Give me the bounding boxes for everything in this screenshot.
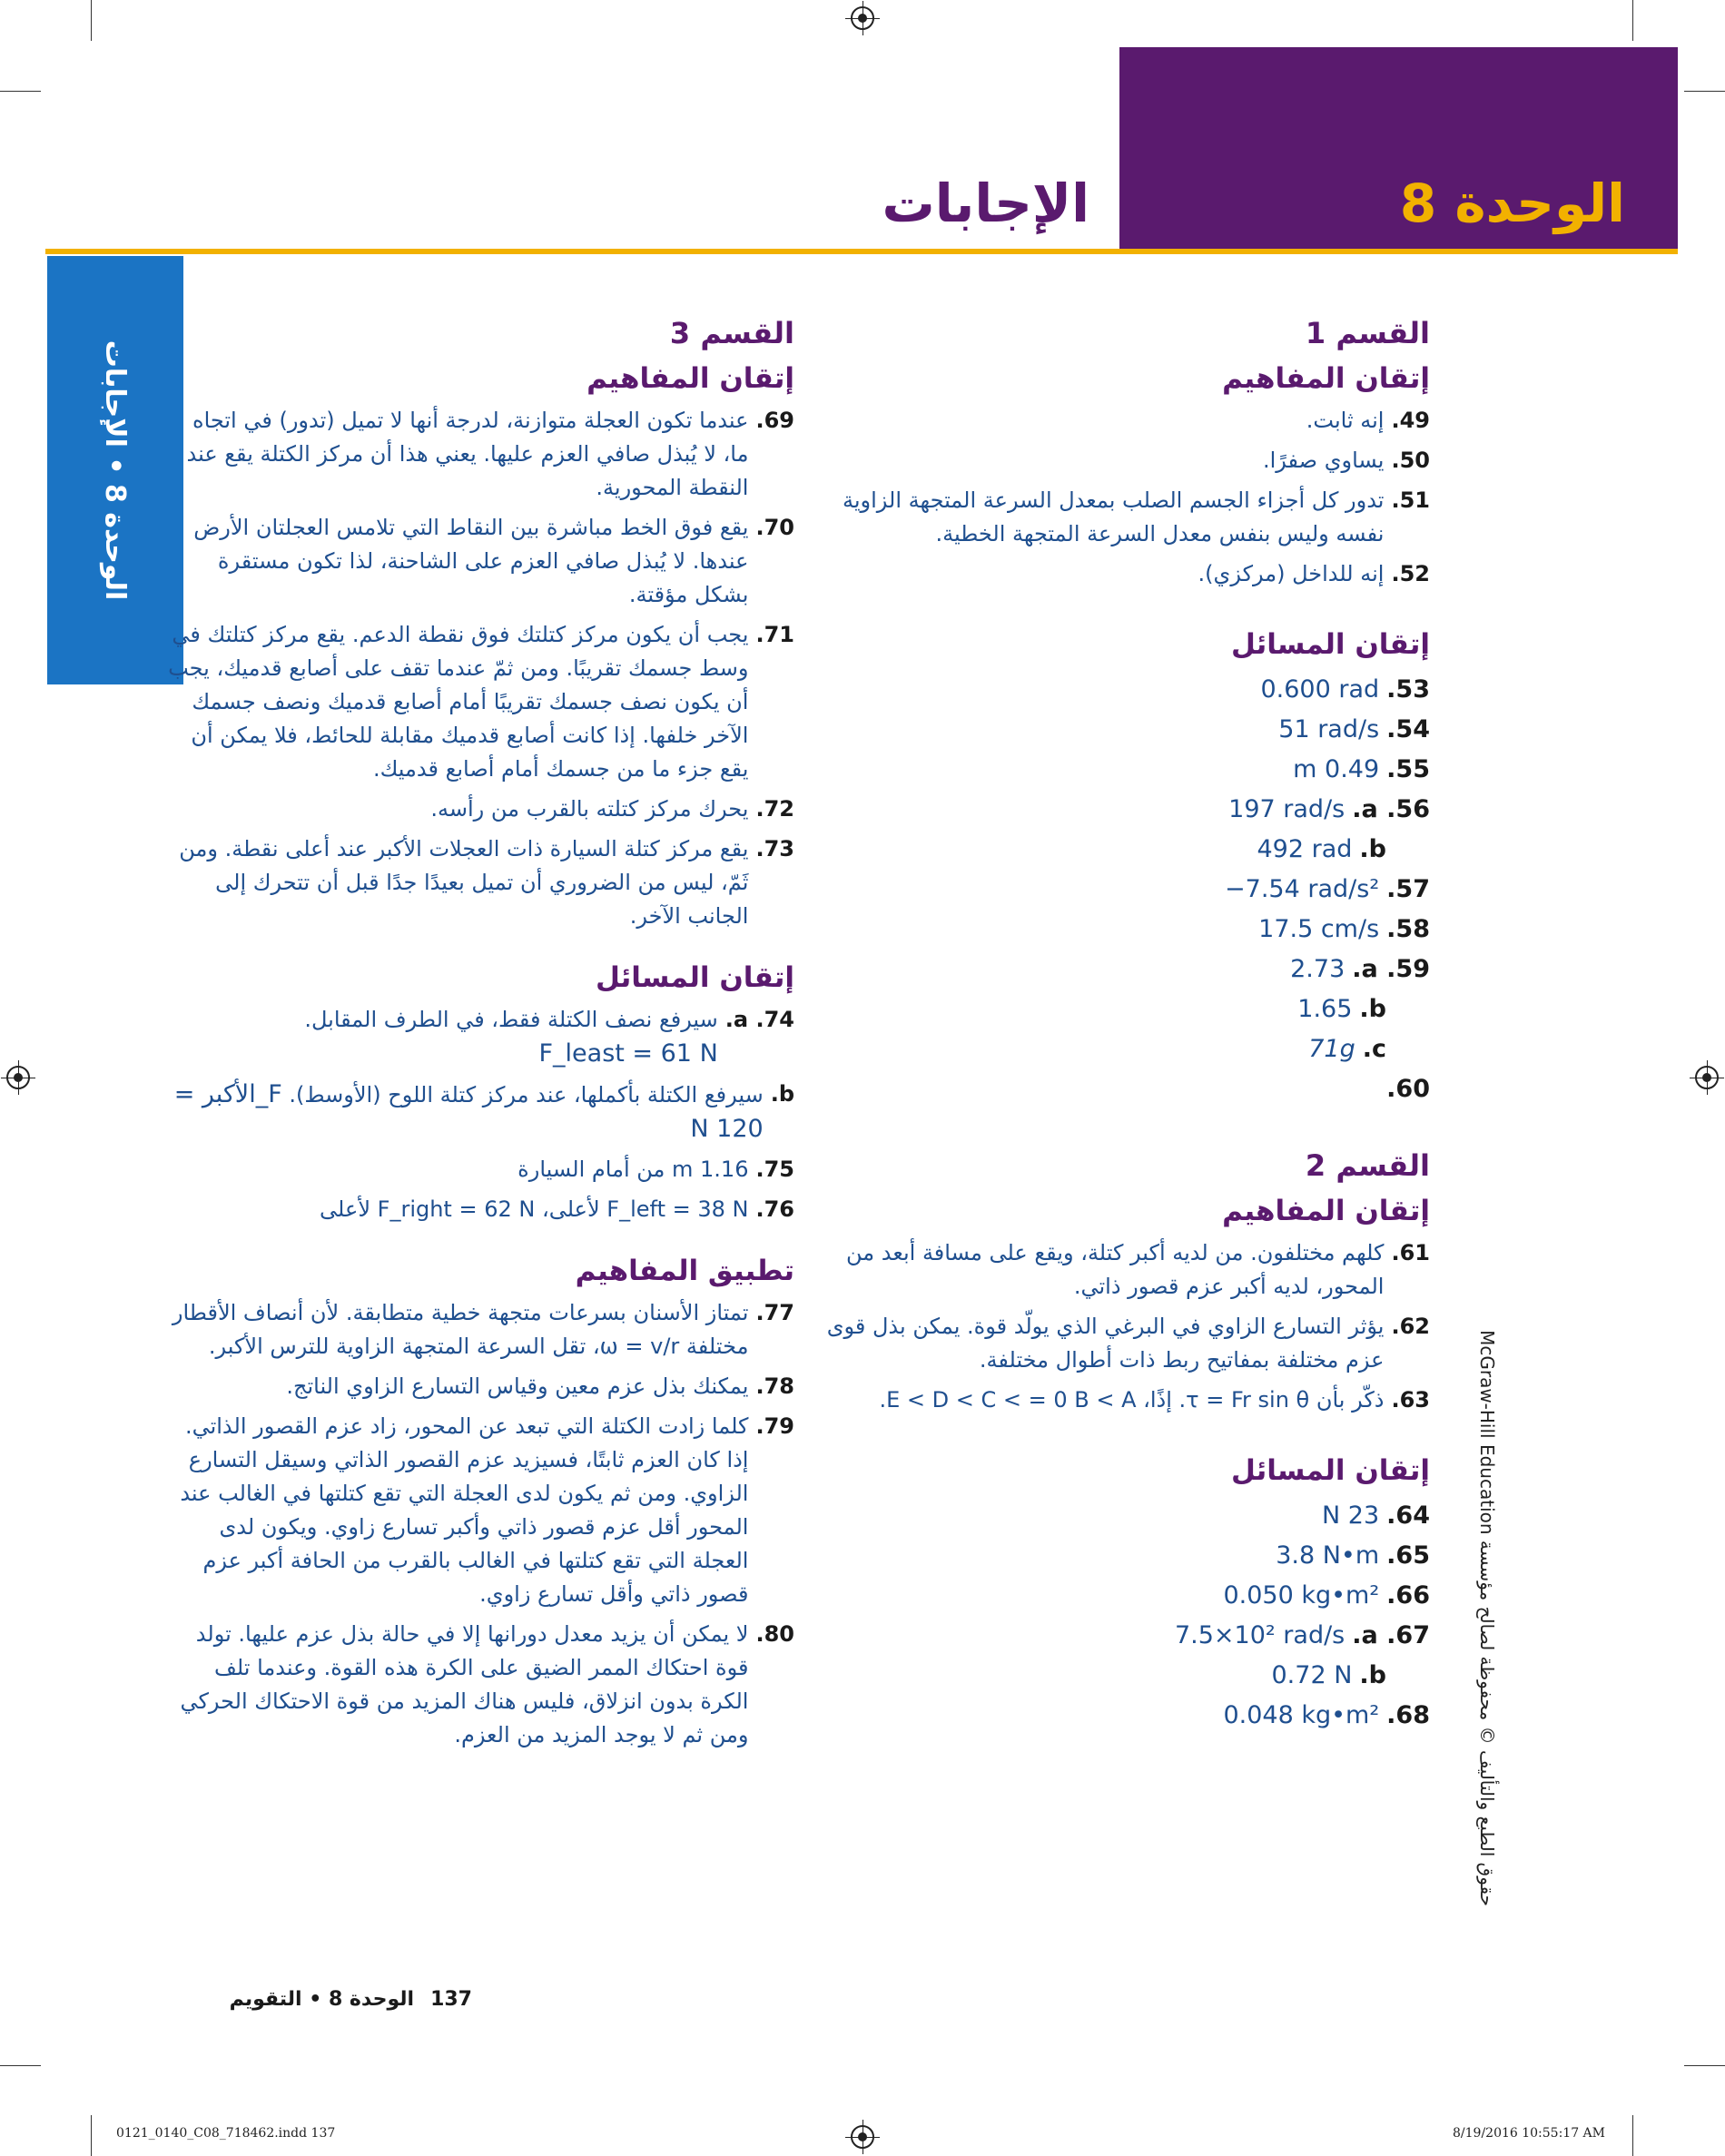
item-number: 71. (755, 622, 794, 647)
item-text: 17.5 cm/s (1258, 915, 1380, 943)
section-heading: القسم 2 (1305, 1148, 1430, 1183)
answer-item (163, 618, 794, 786)
answer-item (799, 1496, 1430, 1536)
answer-item (799, 670, 1430, 710)
header-rule (45, 249, 1678, 254)
answer-item (799, 1236, 1430, 1304)
item-text: إنه للداخل (مركزي). (1198, 561, 1385, 586)
item-number: 64. (1386, 1501, 1430, 1530)
answer-item (799, 557, 1430, 591)
item-text: يقع فوق الخط مباشرة بين النقاط التي تلامس العجلتان الأرض عندها. لا يُبذل صافي العزم على الشاحنة، لذا تكون مستقرة بشكل مؤقتة. (193, 515, 749, 607)
item-text: 1.16 m من أمام السيارة (518, 1157, 749, 1182)
answer-item (163, 1370, 794, 1403)
footer-label: الوحدة 8 • التقويم (229, 1988, 415, 2011)
item-text: تدور كل أجزاء الجسم الصلب بمعدل السرعة المتجهة الزاوية نفسه وليس بنفس معدل السرعة المتجهة الخطية. (842, 487, 1385, 546)
answer-item (799, 1696, 1430, 1736)
item-text: لا يمكن أن يزيد معدل دورانها إلا في حالة بذل عزم عليها. تولد قوة احتكاك الممر الضيق على الكرة هذه القوة. وعندما تلف الكرة بدون انزلاق، فليس هناك المزيد من قوة الاحتكاك الحركي ومن ثم لا يوجد المزيد من العزم. (180, 1621, 749, 1747)
answer-item (799, 484, 1430, 551)
formula: F_الأكبر = 120 N (173, 1080, 764, 1143)
answer-item (163, 1193, 794, 1226)
item-number: b. (770, 1081, 794, 1107)
item-number: 63. (1391, 1387, 1430, 1413)
item-number: 75. (755, 1157, 794, 1182)
item-number: 78. (755, 1373, 794, 1399)
answer-item (799, 1310, 1430, 1377)
crop-mark (0, 91, 41, 92)
crop-mark (0, 2065, 41, 2066)
item-number: 58. (1386, 915, 1430, 943)
answer-item (163, 1153, 794, 1186)
item-text: تمتاز الأسنان بسرعات متجهة خطية متطابقة. لأن أنصاف الأقطار مختلفة ω = v/r، تقل السرعة المتجهة الزاوية للترس الأكبر. (172, 1300, 749, 1359)
answer-item (163, 511, 794, 612)
answer-item (799, 1616, 1430, 1656)
item-text: عندما تكون العجلة متوازنة، لدرجة أنها لا تميل (تدور) في اتجاه ما، لا يُبذل صافي العزم عليها. يعني هذا أن مركز الكتلة يقع عند النقطة المحورية. (186, 408, 749, 500)
item-text: 197 rad/s (1228, 795, 1346, 823)
item-text: 1.65 (1297, 995, 1353, 1023)
answer-item (163, 793, 794, 826)
section-heading: القسم 1 (1305, 316, 1430, 350)
item-number: 77. (755, 1300, 794, 1325)
item-number: 74. a. (724, 1007, 794, 1032)
crop-mark (91, 0, 92, 41)
item-text: كلهم مختلفون. من لديه أكبر كتلة، ويقع على مسافة أبعد من المحور، لديه أكبر عزم قصور ذاتي. (846, 1240, 1385, 1299)
side-tab-label: الوحدة 8 • الإجابات (99, 340, 132, 601)
item-text: سيرفع الكتلة بأكملها، عند مركز كتلة اللوح (الأوسط). (289, 1082, 764, 1108)
crop-mark (1632, 0, 1633, 41)
item-number: 59. a. (1352, 955, 1430, 983)
item-text: يساوي صفرًا. (1263, 448, 1385, 473)
crop-mark (1632, 2115, 1633, 2156)
subheading: إتقان المسائل (1230, 628, 1430, 661)
item-number: 51. (1391, 487, 1430, 513)
answer-item (163, 832, 794, 933)
item-number: 80. (755, 1621, 794, 1647)
item-text: يمكنك بذل عزم معين وقياس التسارع الزاوي الناتج. (286, 1373, 749, 1399)
item-text: يؤثر التسارع الزاوي في البرغي الذي يولّد قوة. يمكن بذل قوى عزم مختلفة بمفاتيح ربط ذات أطوال مختلفة. (826, 1314, 1385, 1373)
crop-mark (1684, 2065, 1725, 2066)
item-text: يقع مركز كتلة السيارة ذات العجلات الأكبر عند أعلى نقطة. ومن ثَمّ، ليس من الضروري أن تميل بعيدًا جدًا قبل أن تتحرك إلى الجانب الآخر. (179, 836, 749, 929)
item-number: 79. (755, 1413, 794, 1439)
item-text: 0.050 kg•m² (1223, 1581, 1380, 1610)
section-heading: القسم 3 (669, 316, 794, 350)
registration-mark-icon (6, 1066, 30, 1089)
item-text: 0.048 kg•m² (1223, 1701, 1380, 1729)
item-number: 56. a. (1352, 795, 1430, 823)
answer-item (799, 870, 1430, 910)
answer-item (799, 1069, 1430, 1109)
item-number: 62. (1391, 1314, 1430, 1339)
item-text: 51 rad/s (1278, 715, 1380, 743)
item-text: 7.5×10² rad/s (1174, 1621, 1346, 1649)
subheading: تطبيق المفاهيم (575, 1255, 794, 1287)
item-number: 54. (1386, 715, 1430, 743)
item-text: كلما زادت الكتلة التي تبعد عن المحور، زاد عزم القصور الذاتي. إذا كان العزم ثابتًا، فسيزيد عزم القصور الذاتي وسيقل التسارع الزاوي. ومن ثم يكون لدى العجلة التي تقع كتلتها في الغالب عند المحور أقل عزم قصور ذاتي وأكبر تسارع زاوي. ويكون لدى العجلة التي تقع كتلتها في الغالب بالقرب من الحافة أكبر عزم قصور ذاتي وأقل تسارع زاوي. (180, 1413, 749, 1607)
item-number: 57. (1386, 875, 1430, 903)
answer-item (163, 1410, 794, 1611)
item-number: 52. (1391, 561, 1430, 586)
item-number: 73. (755, 836, 794, 861)
answer-item (799, 1536, 1430, 1576)
footer-date: 8/19/2016 10:55:17 AM (1453, 2126, 1606, 2141)
item-number: 61. (1391, 1240, 1430, 1265)
answer-item (799, 830, 1430, 870)
answer-item (799, 790, 1430, 830)
item-number: 49. (1391, 408, 1430, 433)
answer-item (799, 710, 1430, 750)
right-column (799, 313, 1430, 1736)
item-text: 2.73 (1290, 955, 1346, 983)
item-number: 69. (755, 408, 794, 433)
item-text: −7.54 rad/s² (1225, 875, 1380, 903)
answers-title: الإجابات (882, 172, 1089, 234)
crop-mark (91, 2115, 92, 2156)
item-text: إنه ثابت. (1306, 408, 1385, 433)
answer-item (163, 404, 794, 505)
registration-mark-icon (1695, 1066, 1719, 1089)
answer-item (799, 444, 1430, 477)
unit-title: الوحدة 8 (1399, 172, 1625, 234)
footer-filename: 0121_0140_C08_718462.indd 137 (116, 2126, 336, 2141)
registration-mark-icon (851, 6, 874, 30)
item-number: 68. (1386, 1701, 1430, 1729)
item-text: سيرفع نصف الكتلة فقط، في الطرف المقابل. (304, 1007, 718, 1032)
item-number: b. (1359, 835, 1386, 863)
item-text: يحرك مركز كتلته بالقرب من رأسه. (430, 796, 749, 822)
item-number: b. (1359, 1661, 1386, 1689)
item-number: 76. (755, 1196, 794, 1222)
subheading: إتقان المفاهيم (1222, 362, 1430, 395)
page-footer (182, 1988, 472, 2011)
item-text: m 0.49 (1293, 755, 1380, 783)
item-text: 0.600 rad (1260, 675, 1380, 704)
answer-item (163, 1003, 794, 1071)
formula: F_least = 61 N (538, 1039, 718, 1068)
item-number: 70. (755, 515, 794, 540)
answer-item (163, 1296, 794, 1363)
item-text: N 23 (1322, 1501, 1380, 1530)
answer-item (799, 1383, 1430, 1417)
item-number: 72. (755, 796, 794, 822)
subheading: إتقان المفاهيم (586, 362, 794, 395)
crop-mark (1684, 91, 1725, 92)
subheading: إتقان المفاهيم (1222, 1195, 1430, 1227)
item-number: 60. (1386, 1075, 1430, 1103)
copyright-notice: حقوق الطبع والتأليف © محفوظة لصالح مؤسسة McGraw-Hill Education (1476, 1330, 1498, 1906)
item-text: F_left = 38 N لأعلى، F_right = 62 N لأعلى (320, 1196, 749, 1222)
item-text: 71g (1308, 1035, 1355, 1063)
answer-item (799, 910, 1430, 950)
item-text: 0.72 N (1271, 1661, 1353, 1689)
answer-item (163, 1618, 794, 1752)
answer-item (799, 950, 1430, 989)
item-number: 67. a. (1352, 1621, 1430, 1649)
item-number: 55. (1386, 755, 1430, 783)
answer-item (799, 989, 1430, 1029)
answer-item (163, 1078, 794, 1147)
answer-item (799, 1029, 1430, 1069)
item-text: يجب أن يكون مركز كتلتك فوق نقطة الدعم. يقع مركز كتلتك في وسط جسمك تقريبًا. ومن ثمّ عندما تقف على أصابع قدميك، يجب أن يكون نصف جسمك تقريبًا أمام أصابع قدميك ونصف جسمك الآخر خلفها. إذا كانت أصابع قدميك مقابلة للحائط، فلا يمكن أن يقع جزء ما من جسمك أمام أصابع قدميك. (168, 622, 749, 782)
footer-page-number: 137 (430, 1988, 472, 2011)
item-number: 50. (1391, 448, 1430, 473)
subheading: إتقان المسائل (1230, 1454, 1430, 1487)
answer-item (799, 750, 1430, 790)
item-text: ذكّر بأن τ = Fr sin θ. إذًا، E < D < C < = 0 B < A. (879, 1387, 1385, 1413)
registration-mark-icon (851, 2125, 874, 2149)
item-text: 492 rad (1257, 835, 1353, 863)
item-number: 65. (1386, 1541, 1430, 1570)
answer-item (799, 1576, 1430, 1616)
left-column (163, 313, 794, 1758)
subheading: إتقان المسائل (595, 961, 794, 994)
answer-item (799, 404, 1430, 438)
item-number: 66. (1386, 1581, 1430, 1610)
item-number: c. (1362, 1035, 1386, 1063)
item-number: b. (1359, 995, 1386, 1023)
item-number: 53. (1386, 675, 1430, 704)
answer-item (799, 1656, 1430, 1696)
item-text: 3.8 N•m (1276, 1541, 1380, 1570)
